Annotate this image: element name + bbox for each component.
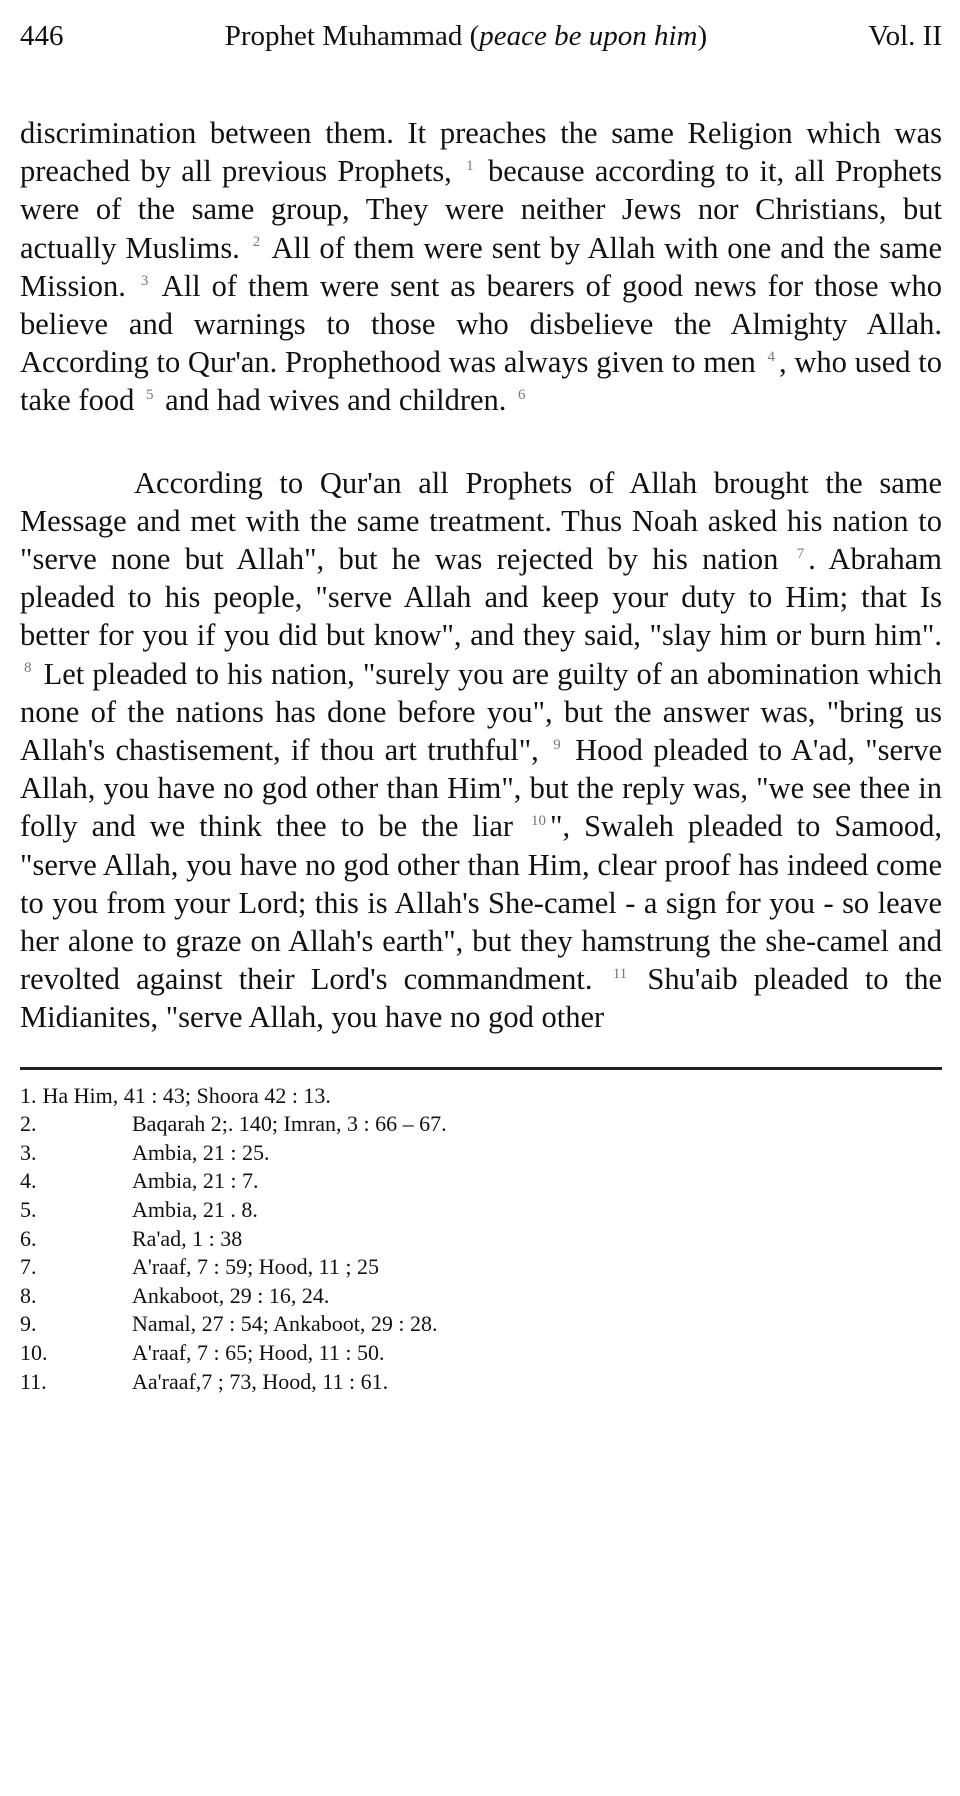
footnote-ref-5: 5 — [145, 387, 154, 404]
footnote-text: Ambia, 21 : 7. — [132, 1168, 259, 1194]
footnote-item — [20, 1368, 942, 1397]
footnote-number: 11. — [20, 1368, 47, 1394]
footnote-text: A'raaf, 7 : 65; Hood, 11 : 50. — [132, 1340, 385, 1366]
footnote-item — [20, 1225, 942, 1254]
footnote-number: 9. — [20, 1311, 37, 1337]
footnote-text: Ambia, 21 . 8. — [132, 1197, 258, 1223]
footnote-list — [20, 1082, 942, 1397]
page-number: 446 — [20, 20, 64, 52]
footnote-number: 6. — [20, 1225, 37, 1251]
footnote-number: 2. — [20, 1111, 37, 1137]
footnote-number: 10. — [20, 1340, 48, 1366]
footnote-text: Ha Him, 41 : 43; Shoora 42 : 13. — [42, 1082, 331, 1108]
footnote-item — [20, 1339, 942, 1368]
footnote-text: Aa'raaf,7 ; 73, Hood, 11 : 61. — [132, 1368, 389, 1394]
footnote-number: 5. — [20, 1197, 37, 1223]
footnote-item — [20, 1110, 942, 1139]
footnote-ref-3: 3 — [140, 272, 149, 289]
footnote-text: Baqarah 2;. 140; Imran, 3 : 66 – 67. — [132, 1111, 447, 1137]
book-title-italic: peace be upon him — [479, 20, 698, 52]
footnote-ref-2: 2 — [252, 234, 261, 251]
paragraph-2: According to Qur'an all Prophets of Allah brought the same Message and met with the same treatment. Thus Noah asked his nation to "serve none but Allah", but he was rejected by his nation $^7$ . Abraham pleaded to his people, "serve Allah and keep your duty to Him; that Is better for you if you did but know", and they said, "slay him or burn him". $^8$ Let pleaded to his nation, "surely you are guilty of an abomination which none of the nations has done before you", but the answer was, "bring us Allah's chastisement, if thou art truthful", $^9$ Hood pleaded to A'ad, "serve Allah, you have no god other than Him", but the reply was, "we see thee in folly and we think thee to be the liar $^{10}$ ", Swaleh pleaded to Samood, "serve Allah, you have no god other than Him, clear proof has indeed come to you from your Lord; this is Allah's She-camel - a sign for you - so leave her alone to graze on Allah's earth", but they hamstrung the she-camel and revolted against their Lord's commandment. $^{11}$ Shu'aib pleaded to the Midianites, "serve Allah, you have no god other — [20, 465, 943, 1035]
footnote-item — [20, 1082, 942, 1111]
footnote-ref-8: 8 — [24, 660, 32, 677]
footnote-ref-7: 7 — [796, 545, 805, 562]
footnote-ref-9: 9 — [553, 736, 561, 753]
footnote-item — [20, 1253, 942, 1282]
footnote-text: Ambia, 21 : 25. — [132, 1139, 270, 1165]
footnote-text: A'raaf, 7 : 59; Hood, 11 ; 25 — [132, 1254, 379, 1280]
paragraph-1: discrimination between them. It preaches the same Religion which was preached by all previous Prophets, $^1$ because according to it, all Prophets were of the same group, They were neither Jews nor Christians, but actually Muslims. $^2$ All of them were sent by Allah with one and the same Mission. $^3$ All of them were sent as bearers of good news for those who believe and warnings to those who disbelieve the Almighty Allah. According to Qur'an. Prophethood was always given to men $^4$ , who used to take food $^5$ and had wives and children. $^6$ — [20, 116, 942, 418]
footnote-ref-4: 4 — [767, 349, 775, 366]
footnote-number: 3. — [20, 1139, 37, 1165]
footnote-item — [20, 1167, 942, 1196]
footnote-item — [20, 1282, 942, 1311]
footnote-item — [20, 1196, 942, 1225]
footnote-ref-1: 1 — [466, 158, 474, 175]
footnote-text: Ankaboot, 29 : 16, 24. — [132, 1282, 330, 1308]
running-header — [20, 18, 942, 78]
footnote-number: 7. — [20, 1254, 37, 1280]
footnote-item — [20, 1139, 942, 1168]
footnote-number: 4. — [20, 1168, 37, 1194]
footnote-ref-11: 11 — [612, 966, 628, 983]
footnote-number: 1. — [20, 1082, 37, 1108]
footnote-ref-10: 10 — [531, 813, 547, 830]
book-page — [20, 18, 942, 1396]
footnote-number: 8. — [20, 1282, 37, 1308]
footnote-divider — [20, 1067, 942, 1070]
footnote-text: Namal, 27 : 54; Ankaboot, 29 : 28. — [132, 1311, 438, 1337]
footnote-text: Ra'ad, 1 : 38 — [132, 1225, 243, 1251]
book-title: Prophet Muhammad (peace be upon him) — [224, 20, 708, 52]
footnote-ref-6: 6 — [518, 387, 526, 404]
volume-label: Vol. II — [868, 20, 942, 52]
footnote-item — [20, 1310, 942, 1339]
